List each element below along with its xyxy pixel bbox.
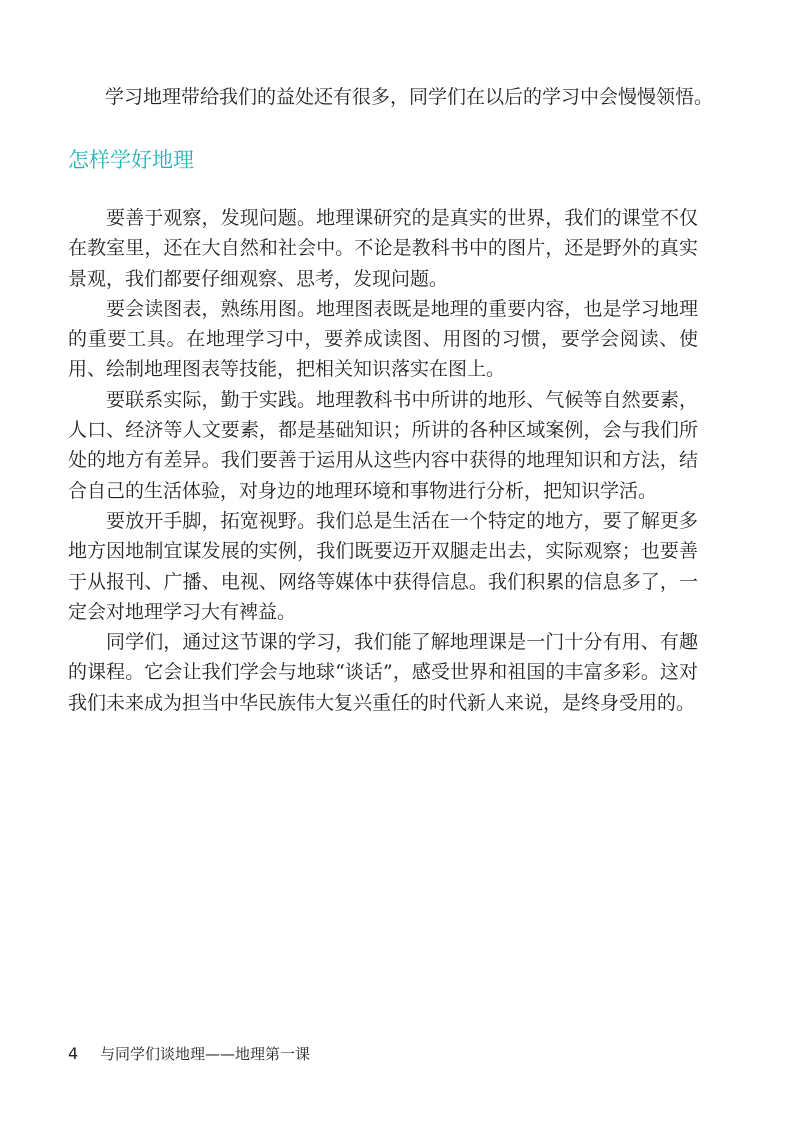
paragraph-conclusion: 同学们，通过这节课的学习，我们能了解地理课是一门十分有用、有趣的课程。它会让我们学会与地球“谈话”，感受世界和祖国的丰富多彩。这对我们未来成为担当中华民族伟大复兴重任的时代新人来说，是终身受用的。 <box>68 631 698 714</box>
paragraph-maps-charts: 要会读图表，熟练用图。地理图表既是地理的重要内容，也是学习地理的重要工具。在地理学习中，要养成读图、用图的习惯，要学会阅读、使用、绘制地理图表等技能，把相关知识落实在图上。 <box>68 297 698 381</box>
paragraph-observe: 要善于观察，发现问题。地理课研究的是真实的世界，我们的课堂不仅在教室里，还在大自然和社会中。不论是教科书中的图片，还是野外的真实景观，我们都要仔细观察、思考，发现问题。 <box>68 207 698 290</box>
running-title: 与同学们谈地理——地理第一课 <box>100 1045 311 1063</box>
paragraph-broaden-horizons: 要放开手脚，拓宽视野。我们总是生活在一个特定的地方，要了解更多地方因地制宜谋发展的实例，我们既要迈开双腿走出去，实际观察；也要善于从报刊、广播、电视、网络等媒体中获得信息。我们积累的信息多了，一定会对地理学习大有裨益。 <box>68 509 698 623</box>
section-heading: 怎样学好地理 <box>68 148 194 172</box>
page-footer <box>68 1043 310 1065</box>
paragraph-practice: 要联系实际，勤于实践。地理教科书中所讲的地形、气候等自然要素，人口、经济等人文要素，都是基础知识；所讲的各种区域案例，会与我们所处的地方有差异。我们要善于运用从这些内容中获得的地理知识和方法，结合自己的生活体验，对身边的地理环境和事物进行分析，把知识学活。 <box>68 388 698 502</box>
intro-paragraph: 学习地理带给我们的益处还有很多，同学们在以后的学习中会慢慢领悟。 <box>105 86 714 108</box>
page-number: 4 <box>68 1044 79 1063</box>
section-body <box>68 203 698 718</box>
